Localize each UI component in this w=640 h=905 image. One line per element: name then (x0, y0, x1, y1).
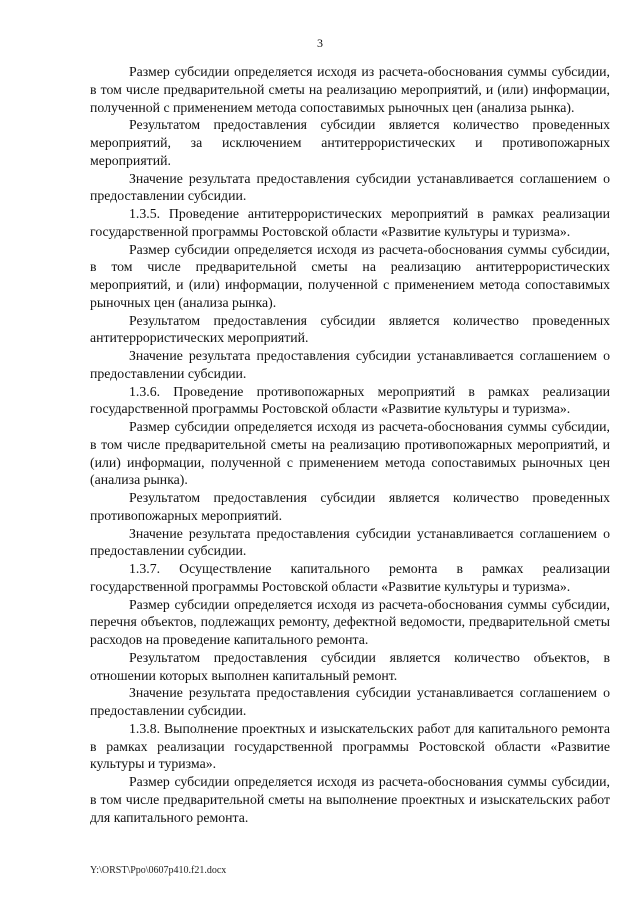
paragraph: Результатом предоставления субсидии является количество объектов, в отношении которых выполнен капитальный ремонт. (90, 649, 610, 683)
paragraph: Значение результата предоставления субсидии устанавливается соглашением о предоставлении субсидии. (90, 525, 610, 559)
paragraph: Размер субсидии определяется исходя из расчета-обоснования суммы субсидии, в том числе предварительной сметы на реализацию противопожарных мероприятий, и (или) информации, полученной с применением метода сопоставимых рыночных цен (анализа рынка). (90, 419, 610, 488)
paragraph: Значение результата предоставления субсидии устанавливается соглашением о предоставлении субсидии. (90, 170, 610, 204)
section-heading: 1.3.6. Проведение противопожарных мероприятий в рамках реализации государственной программы Ростовской области «Развитие культуры и туризма». (90, 383, 610, 417)
paragraph: Результатом предоставления субсидии является количество проведенных противопожарных мероприятий. (90, 490, 610, 523)
paragraph: Размер субсидии определяется исходя из расчета-обоснования суммы субсидии, в том числе предварительной сметы на выполнение проектных и изыскательских работ для капитального ремонта. (90, 774, 610, 825)
section-heading: 1.3.5. Проведение антитеррористических мероприятий в рамках реализации государственной программы Ростовской области «Развитие культуры и туризма». (90, 206, 610, 239)
paragraph: Результатом предоставления субсидии является количество проведенных мероприятий, за исключением антитеррористических и противопожарных мероприятий. (90, 117, 610, 168)
paragraph: Результатом предоставления субсидии является количество проведенных антитеррористических мероприятий. (90, 312, 610, 346)
paragraph: Значение результата предоставления субсидии устанавливается соглашением о предоставлении субсидии. (90, 685, 610, 718)
section-heading: 1.3.8. Выполнение проектных и изыскательских работ для капитального ремонта в рамках реализации государственной программы Ростовской области «Развитие культуры и туризма». (90, 720, 610, 772)
section-heading: 1.3.7. Осуществление капитального ремонта в рамках реализации государственной программы Ростовской области «Развитие культуры и туризма». (90, 561, 610, 594)
page-number: 3 (317, 36, 323, 50)
footer-file-path: Y:\ORST\Ppo\0607p410.f21.docx (90, 865, 227, 876)
document-body (90, 63, 610, 826)
paragraph: Размер субсидии определяется исходя из расчета-обоснования суммы субсидии, в том числе предварительной сметы на реализацию антитеррористических мероприятий, и (или) информации, полученной с применением метода сопоставимых рыночных цен (анализа рынка). (90, 241, 610, 310)
paragraph: Размер субсидии определяется исходя из расчета-обоснования суммы субсидии, в том числе предварительной сметы на реализацию мероприятий, и (или) информации, полученной с применением метода сопоставимых рыночных цен (анализа рынка). (90, 64, 610, 115)
paragraph: Размер субсидии определяется исходя из расчета-обоснования суммы субсидии, перечня объектов, подлежащих ремонту, дефектной ведомости, предварительной сметы расходов на проведение капитального ремонта. (90, 596, 610, 647)
paragraph: Значение результата предоставления субсидии устанавливается соглашением о предоставлении субсидии. (90, 348, 610, 381)
